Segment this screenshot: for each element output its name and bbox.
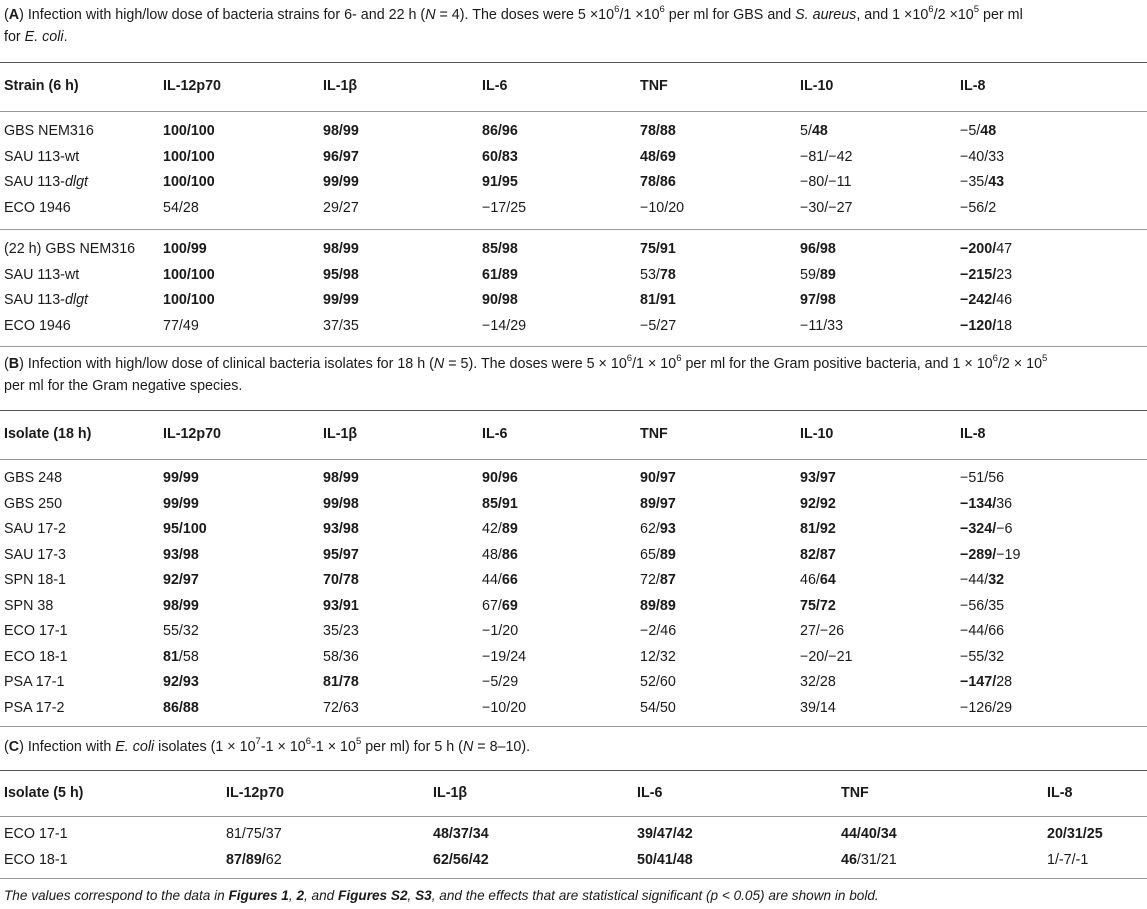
table-row: [0, 698, 1147, 718]
table-row: [0, 570, 1147, 590]
table-a-cell: −40/33: [960, 148, 1005, 165]
table-a-cell: 61/89: [482, 266, 518, 283]
table-row: [0, 172, 1147, 192]
table-a-cell: 97/98: [800, 292, 836, 308]
table-row: [0, 672, 1147, 692]
table-b-cell: 35/23: [323, 623, 359, 639]
table-b-cell: −2/46: [640, 623, 677, 639]
table-a-header-cell: IL-12p70: [163, 78, 222, 94]
table-b-cell: 12/32: [640, 648, 676, 665]
caption-c: (C) Infection with E. coli isolates ($1 \times 10^7-1 \times 10^6-1 \times 10^5$ per ml) for 5 h (N = 8–10).: [4, 736, 531, 755]
table-b-cell: 93/98: [323, 521, 359, 537]
table-b-cell: −324/−6: [960, 521, 1013, 537]
table-a-row-label: SAU 113-dlgt: [4, 292, 88, 308]
table-a-cell: 60/83: [482, 148, 518, 165]
table-a-cell: −14/29: [482, 317, 527, 334]
table-b-cell: 98/99: [163, 597, 199, 614]
table-b-cell: 86/88: [163, 699, 199, 716]
table-b-cell: 27/−26: [800, 623, 845, 639]
table-row: [0, 290, 1147, 310]
table-a-cell: 78/86: [640, 174, 676, 190]
table-b-row-label: SPN 38: [4, 597, 54, 614]
table-a-cell: 98/99: [323, 241, 359, 257]
table-row: [0, 239, 1147, 259]
table-b-cell: 75/72: [800, 597, 836, 614]
table-b-cell: 93/91: [323, 597, 359, 614]
table-b-row-label: PSA 17-2: [4, 699, 65, 716]
table-row: [0, 850, 1147, 870]
table-a-row-label: SAU 113-dlgt: [4, 174, 88, 190]
table-a-cell: 95/98: [323, 266, 359, 283]
table-row: [0, 316, 1147, 336]
table-b-cell: 93/97: [800, 470, 836, 486]
table-b-row-label: ECO 18-1: [4, 648, 68, 665]
table-a-cell: 99/99: [323, 174, 359, 190]
table-b-row-label: GBS 250: [4, 495, 63, 512]
table-c-cell: 50/41/48: [637, 851, 693, 868]
table-b-cell: 67/69: [482, 597, 518, 614]
table-c-cell: 1/-7/-1: [1047, 851, 1089, 868]
table-a-cell: 78/88: [640, 123, 676, 139]
table-b-cell: −51/56: [960, 470, 1005, 486]
table-c-cell: 48/37/34: [433, 826, 489, 842]
table-c-header-cell: IL-8: [1047, 785, 1073, 801]
table-b-cell: 42/89: [482, 521, 518, 537]
table-b-cell: 81/92: [800, 521, 836, 537]
table-b-row-label: SPN 18-1: [4, 572, 66, 588]
table-b-cell: 52/60: [640, 674, 676, 690]
table-a-cell: −56/2: [960, 199, 997, 216]
rule: [0, 726, 1147, 727]
table-b-cell: −126/29: [960, 699, 1013, 716]
table-b-cell: 89/89: [640, 597, 676, 614]
table-row: [0, 824, 1147, 844]
table-a-cell: 96/98: [800, 241, 836, 257]
table-c-header-cell: IL-12p70: [226, 785, 285, 801]
table-b-cell: 48/86: [482, 546, 518, 563]
table-b-cell: 44/66: [482, 572, 518, 588]
rule: [0, 410, 1147, 411]
table-a-cell: −5/48: [960, 123, 997, 139]
table-b-header: [0, 424, 1147, 444]
table-b-row-label: GBS 248: [4, 470, 63, 486]
table-a-cell: 85/98: [482, 241, 518, 257]
table-b-cell: 58/36: [323, 648, 359, 665]
table-b-cell: −5/29: [482, 674, 519, 690]
table-b-cell: −55/32: [960, 648, 1005, 665]
table-row: [0, 265, 1147, 285]
table-a-cell: −11/33: [800, 317, 844, 334]
table-a-cell: 29/27: [323, 199, 359, 216]
table-b-cell: 99/99: [163, 495, 199, 512]
table-a-cell: 37/35: [323, 317, 359, 334]
table-a-cell: −5/27: [640, 317, 677, 334]
table-c-cell: 62/56/42: [433, 851, 489, 868]
table-b-cell: 70/78: [323, 572, 359, 588]
rule: [0, 816, 1147, 817]
caption-b: (B) Infection with high/low dose of clinical bacteria isolates for 18 h (N = 5). The doses were $5 \times 10^6/1 \times 10^6$ per ml for the Gram positive bacteria, and $1 \times 10^6/2 \times 10^5$ per ml for the Gram negative species.: [4, 353, 1048, 394]
table-b-cell: 65/89: [640, 546, 676, 563]
table-a-cell: −120/18: [960, 317, 1013, 334]
rule: [0, 878, 1147, 879]
table-b-cell: 92/97: [163, 572, 199, 588]
table-b-cell: 92/92: [800, 495, 836, 512]
table-b-cell: 72/63: [323, 699, 359, 716]
table-a-cell: 81/91: [640, 292, 676, 308]
table-b-cell: 72/87: [640, 572, 676, 588]
rule: [0, 459, 1147, 460]
table-row: [0, 545, 1147, 565]
table-b-cell: 81/58: [163, 648, 199, 665]
table-c-cell: 81/75/37: [226, 826, 282, 842]
table-b-cell: 99/99: [163, 470, 199, 486]
table-b-cell: 90/97: [640, 470, 676, 486]
table-b-cell: 46/64: [800, 572, 836, 588]
table-b-cell: 82/87: [800, 546, 836, 563]
table-c-row-label: ECO 18-1: [4, 851, 68, 868]
table-row: [0, 596, 1147, 616]
table-c-cell: 39/47/42: [637, 826, 693, 842]
table-a-cell: 96/97: [323, 148, 359, 165]
table-b-cell: 90/96: [482, 470, 518, 486]
table-a-cell: −215/23: [960, 266, 1013, 283]
table-b-header-cell: IL-8: [960, 426, 986, 442]
table-b-cell: −147/28: [960, 674, 1013, 690]
table-b-header-cell: TNF: [640, 426, 668, 442]
table-a-cell: 98/99: [323, 123, 359, 139]
table-b-cell: 32/28: [800, 674, 836, 690]
table-row: [0, 494, 1147, 514]
table-b-header-cell: IL-6: [482, 426, 508, 442]
table-b-cell: 39/14: [800, 699, 836, 716]
table-c-cell: 44/40/34: [841, 826, 897, 842]
table-a-header-cell: IL-10: [800, 78, 834, 94]
table-row: [0, 147, 1147, 167]
rule: [0, 229, 1147, 230]
table-b-cell: 85/91: [482, 495, 518, 512]
table-a-row-label: SAU 113-wt: [4, 266, 80, 283]
table-a-header-cell: TNF: [640, 78, 668, 94]
table-b-header-cell: Isolate (18 h): [4, 426, 92, 442]
table-c-header: [0, 783, 1147, 803]
table-c-header-cell: TNF: [841, 785, 869, 801]
table-b-row-label: SAU 17-2: [4, 521, 66, 537]
table-b-cell: −20/−21: [800, 648, 853, 665]
table-row: [0, 621, 1147, 641]
table-b-cell: −56/35: [960, 597, 1005, 614]
table-a-cell: 100/100: [163, 292, 215, 308]
table-a-header: [0, 76, 1147, 96]
table-c-cell: 46/31/21: [841, 851, 897, 868]
table-a-cell: −35/43: [960, 174, 1005, 190]
table-b-header-cell: IL-10: [800, 426, 834, 442]
table-b-cell: −1/20: [482, 623, 519, 639]
table-a-header-cell: IL-6: [482, 78, 508, 94]
caption-a: (A) Infection with high/low dose of bacteria strains for 6- and 22 h (N = 4). The doses were $5 \times 10^6/1 \times 10^6$ per ml for GBS and S. aureus, and $1 \times 10^6/2 \times 10^5$ per ml for E. coli.: [4, 4, 1023, 45]
table-b-cell: 81/78: [323, 674, 359, 690]
table-c-header-cell: IL-6: [637, 785, 663, 801]
table-a-row-label: ECO 1946: [4, 199, 71, 216]
table-row: [0, 647, 1147, 667]
table-b-header-cell: IL-1β: [323, 426, 358, 442]
table-a-row-label: GBS NEM316: [4, 123, 94, 139]
table-a-cell: 5/48: [800, 123, 828, 139]
table-c-header-cell: Isolate (5 h): [4, 785, 84, 801]
table-a-cell: −30/−27: [800, 199, 853, 216]
table-b-header-cell: IL-12p70: [163, 426, 222, 442]
table-c-header-cell: IL-1β: [433, 785, 468, 801]
rule: [0, 770, 1147, 771]
table-a-cell: 59/89: [800, 266, 836, 283]
table-a-cell: −200/47: [960, 241, 1013, 257]
table-b-cell: −289/−19: [960, 546, 1021, 563]
table-b-cell: −19/24: [482, 648, 527, 665]
table-a-cell: 48/69: [640, 148, 676, 165]
table-a-cell: 54/28: [163, 199, 199, 216]
table-b-cell: −44/66: [960, 623, 1005, 639]
table-a-cell: −242/46: [960, 292, 1013, 308]
table-a-cell: −10/20: [640, 199, 685, 216]
table-a-cell: 100/100: [163, 123, 215, 139]
table-a-cell: −80/−11: [800, 174, 852, 190]
footnote: The values correspond to the data in Figures 1, 2, and Figures S2, S3, and the effects that are statistical significant (p < 0.05) are shown in bold.: [4, 888, 879, 903]
table-a-row-label: (22 h) GBS NEM316: [4, 241, 136, 257]
table-b-cell: 92/93: [163, 674, 199, 690]
table-b-cell: 99/98: [323, 495, 359, 512]
rule: [0, 111, 1147, 112]
table-a-cell: 90/98: [482, 292, 518, 308]
table-b-cell: 62/93: [640, 521, 676, 537]
table-a-cell: 100/99: [163, 241, 207, 257]
table-a-header-cell: Strain (6 h): [4, 78, 79, 94]
table-b-cell: 54/50: [640, 699, 676, 716]
table-b-row-label: PSA 17-1: [4, 674, 65, 690]
table-row: [0, 468, 1147, 488]
table-b-cell: −44/32: [960, 572, 1005, 588]
table-b-cell: −134/36: [960, 495, 1013, 512]
table-b-cell: 95/97: [323, 546, 359, 563]
table-row: [0, 519, 1147, 539]
table-a-cell: 77/49: [163, 317, 199, 334]
table-b-row-label: SAU 17-3: [4, 546, 66, 563]
table-a-row-label: SAU 113-wt: [4, 148, 80, 165]
table-b-cell: −10/20: [482, 699, 527, 716]
table-a-cell: 91/95: [482, 174, 518, 190]
table-b-cell: 98/99: [323, 470, 359, 486]
table-a-cell: −81/−42: [800, 148, 853, 165]
table-a-cell: 100/100: [163, 174, 215, 190]
table-b-cell: 89/97: [640, 495, 676, 512]
table-a-cell: −17/25: [482, 199, 527, 216]
table-a-cell: 100/100: [163, 266, 215, 283]
rule: [0, 62, 1147, 63]
rule: [0, 346, 1147, 347]
table-row: [0, 198, 1147, 218]
table-a-cell: 53/78: [640, 266, 676, 283]
table-a-cell: 99/99: [323, 292, 359, 308]
table-b-cell: 93/98: [163, 546, 199, 563]
table-a-header-cell: IL-1β: [323, 78, 358, 94]
table-a-header-cell: IL-8: [960, 78, 986, 94]
table-c-cell: 20/31/25: [1047, 826, 1103, 842]
table-b-row-label: ECO 17-1: [4, 623, 68, 639]
table-c-cell: 87/89/62: [226, 851, 282, 868]
table-b-cell: 55/32: [163, 623, 199, 639]
table-c-row-label: ECO 17-1: [4, 826, 68, 842]
table-a-cell: 86/96: [482, 123, 518, 139]
table-a-cell: 75/91: [640, 241, 676, 257]
table-b-cell: 95/100: [163, 521, 207, 537]
table-row: [0, 121, 1147, 141]
table-a-cell: 100/100: [163, 148, 215, 165]
table-a-row-label: ECO 1946: [4, 317, 71, 334]
